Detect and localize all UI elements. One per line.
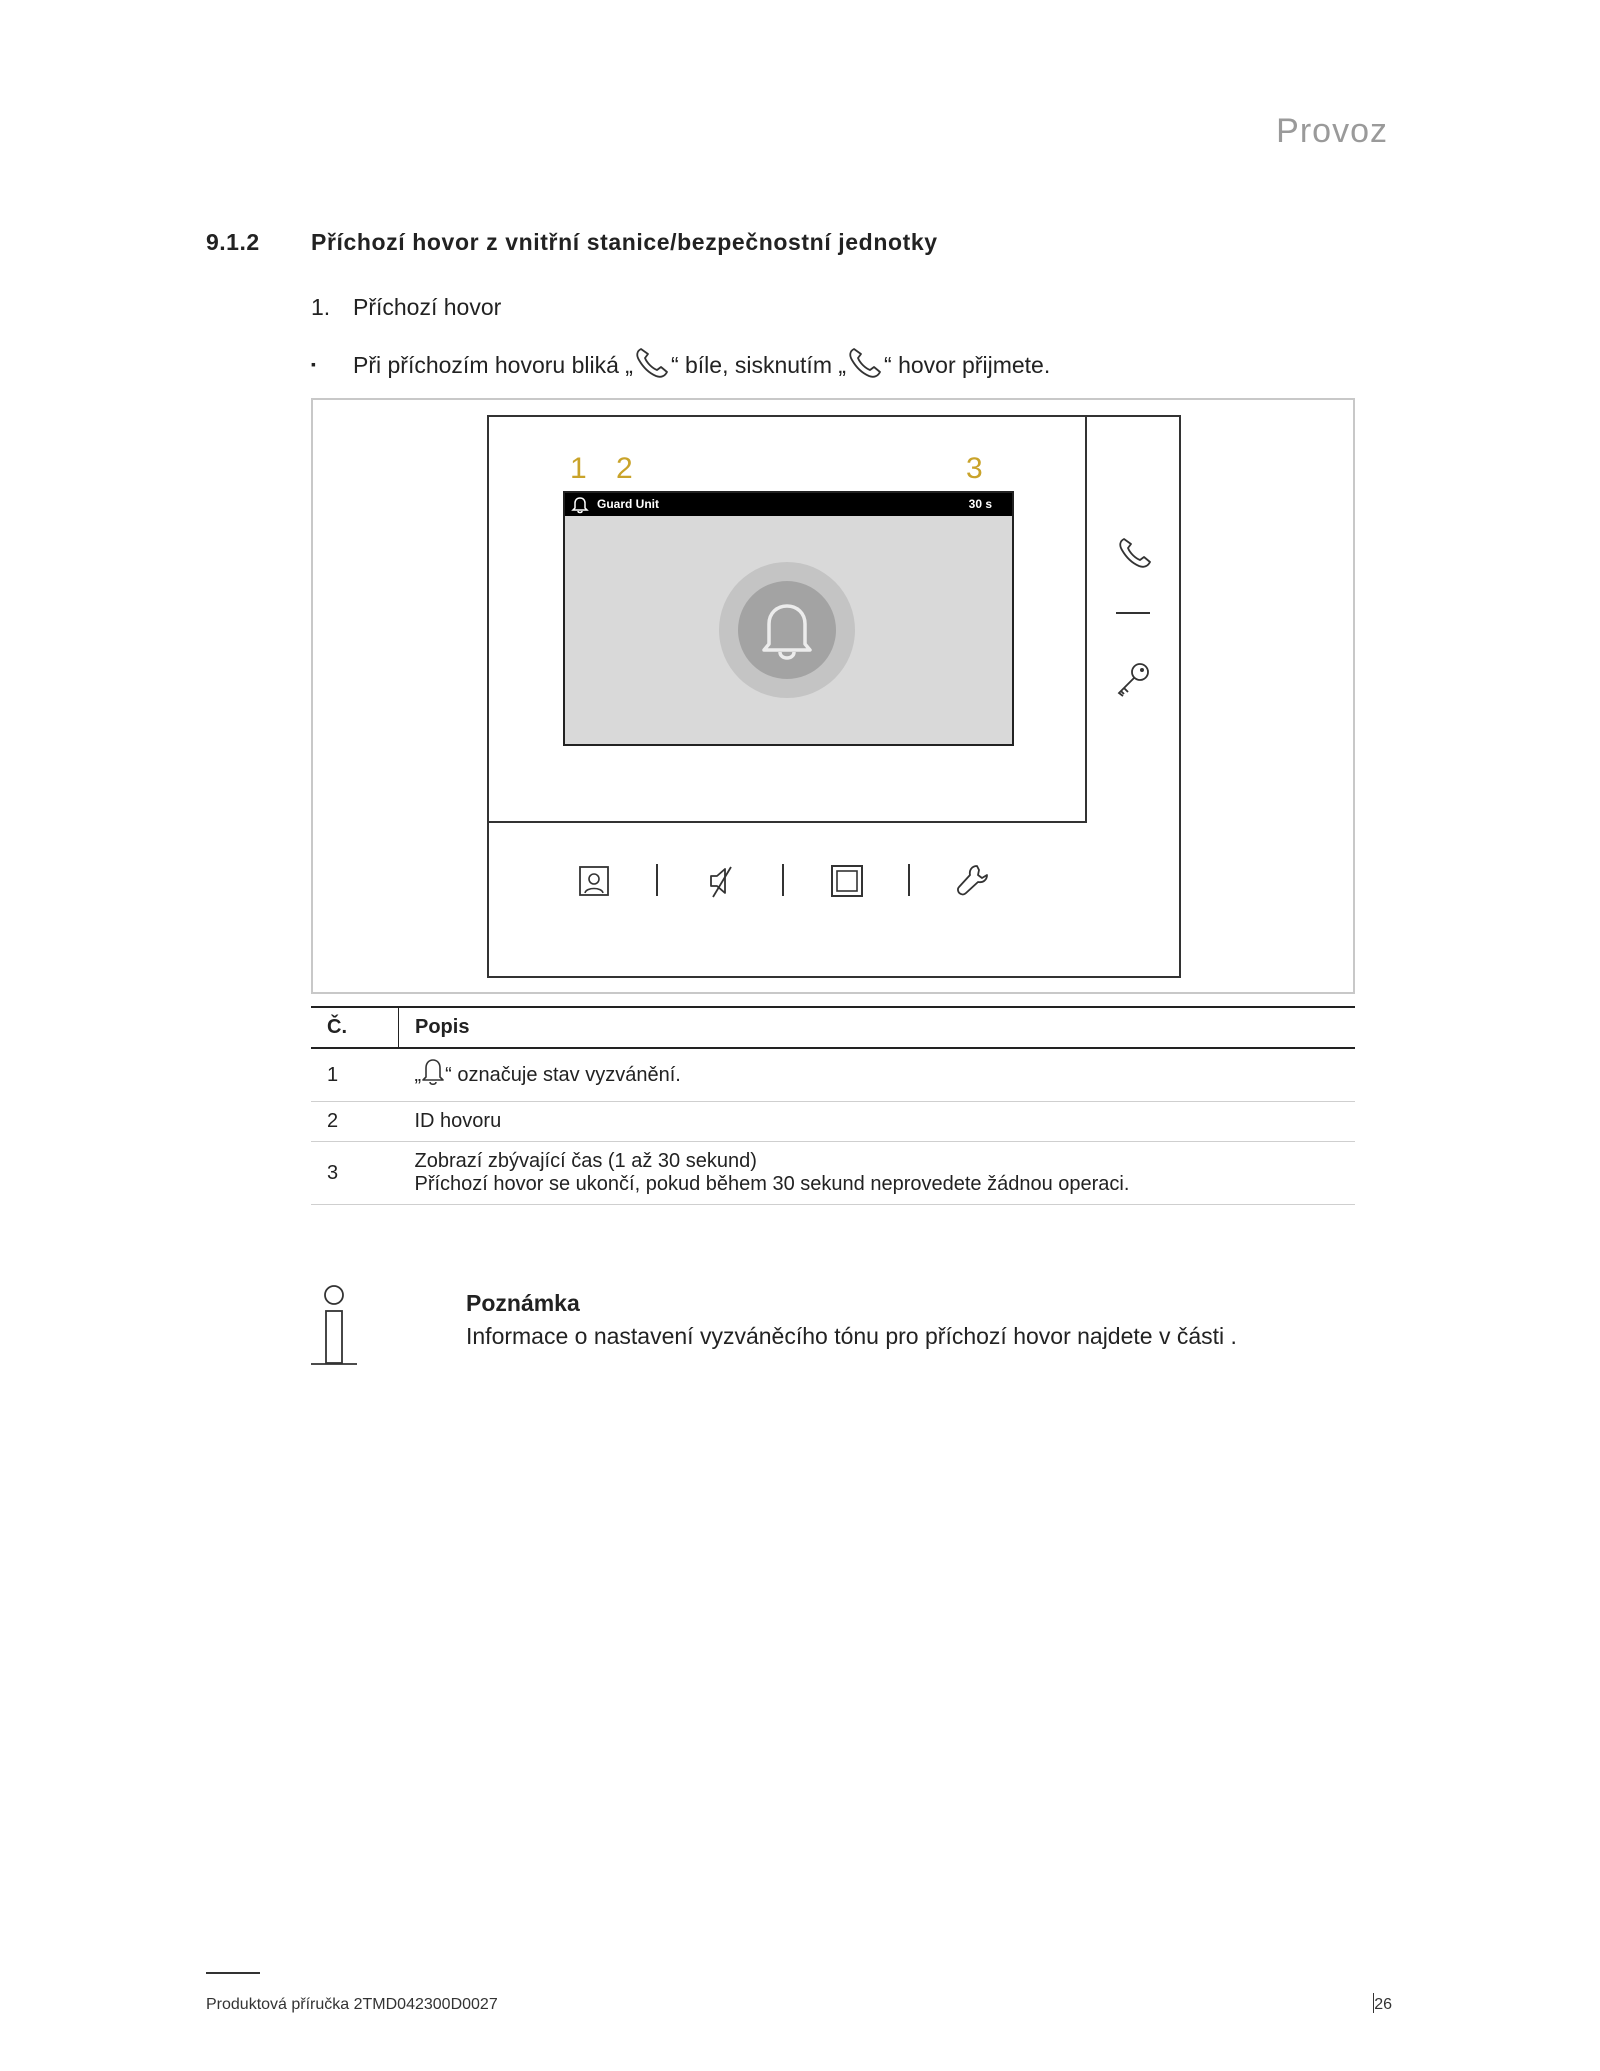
- row-description: [399, 1142, 1356, 1205]
- page-header-title: Provoz: [1276, 112, 1388, 150]
- column-header-description: Popis: [399, 1007, 1356, 1048]
- quote-open: „: [414, 1064, 422, 1086]
- footer-rule: [206, 1972, 260, 1974]
- note-text: Informace o nastavení vyzváněcího tónu pro příchozí hovor najdete v části .: [466, 1323, 1237, 1349]
- bell-icon: [421, 1057, 445, 1093]
- bullet-item: [311, 345, 1050, 385]
- mute-icon[interactable]: [705, 863, 739, 904]
- row-text-line2: Příchozí hovor se ukončí, pokud během 30 sekund neprovedete žádnou operaci.: [414, 1173, 1130, 1195]
- footer-document-title: Produktová příručka 2TMD042300D0027: [206, 1996, 498, 2013]
- divider: [782, 864, 784, 896]
- contact-icon[interactable]: [578, 865, 610, 902]
- step-item: [311, 294, 501, 321]
- divider: [656, 864, 658, 896]
- callout-2: 2: [616, 452, 633, 485]
- page-number: 26: [1374, 1996, 1392, 2013]
- divider: [908, 864, 910, 896]
- column-header-number: Č.: [311, 1007, 399, 1048]
- table-row: [311, 1142, 1355, 1205]
- bell-icon: [571, 495, 589, 517]
- bullet-text-part3: “ hovor přijmete.: [884, 352, 1051, 378]
- callout-3: 3: [966, 452, 983, 485]
- bullet-marker: ▪: [311, 356, 316, 372]
- table-header-row: [311, 1007, 1355, 1048]
- status-bar: [565, 493, 1012, 516]
- row-description: ID hovoru: [399, 1102, 1356, 1142]
- description-table: [311, 1006, 1355, 1205]
- row-number: 2: [311, 1102, 399, 1142]
- bullet-text-part2: “ bíle, sisknutím „: [670, 352, 847, 378]
- row-number: 3: [311, 1142, 399, 1205]
- row-description: [399, 1048, 1356, 1102]
- phone-icon[interactable]: [1116, 535, 1152, 576]
- table-row: [311, 1048, 1355, 1102]
- note-title: Poznámka: [466, 1290, 580, 1316]
- step-number: 1.: [311, 294, 331, 320]
- row-number: 1: [311, 1048, 399, 1102]
- bullet-text-part1: Při příchozím hovoru bliká „: [353, 352, 633, 378]
- section-title: Příchozí hovor z vnitřní stanice/bezpečnostní jednotky: [311, 229, 938, 255]
- section-number: 9.1.2: [206, 229, 260, 255]
- square-icon[interactable]: [830, 864, 864, 903]
- remaining-time: 30 s: [968, 497, 992, 511]
- key-icon[interactable]: [1114, 660, 1152, 703]
- table-row: [311, 1102, 1355, 1142]
- phone-icon: [633, 345, 671, 385]
- row-text-line1: Zobrazí zbývající čas (1 až 30 sekund): [414, 1150, 757, 1172]
- wrench-icon[interactable]: [955, 862, 991, 903]
- step-text: Příchozí hovor: [353, 294, 502, 320]
- info-icon: [309, 1285, 359, 1372]
- caller-id: Guard Unit: [597, 497, 659, 511]
- phone-icon: [846, 345, 884, 385]
- ringing-bell-button[interactable]: [719, 562, 855, 703]
- minus-icon[interactable]: [1116, 612, 1150, 614]
- row-text: “ označuje stav vyzvánění.: [445, 1064, 681, 1086]
- callout-1: 1: [570, 452, 587, 485]
